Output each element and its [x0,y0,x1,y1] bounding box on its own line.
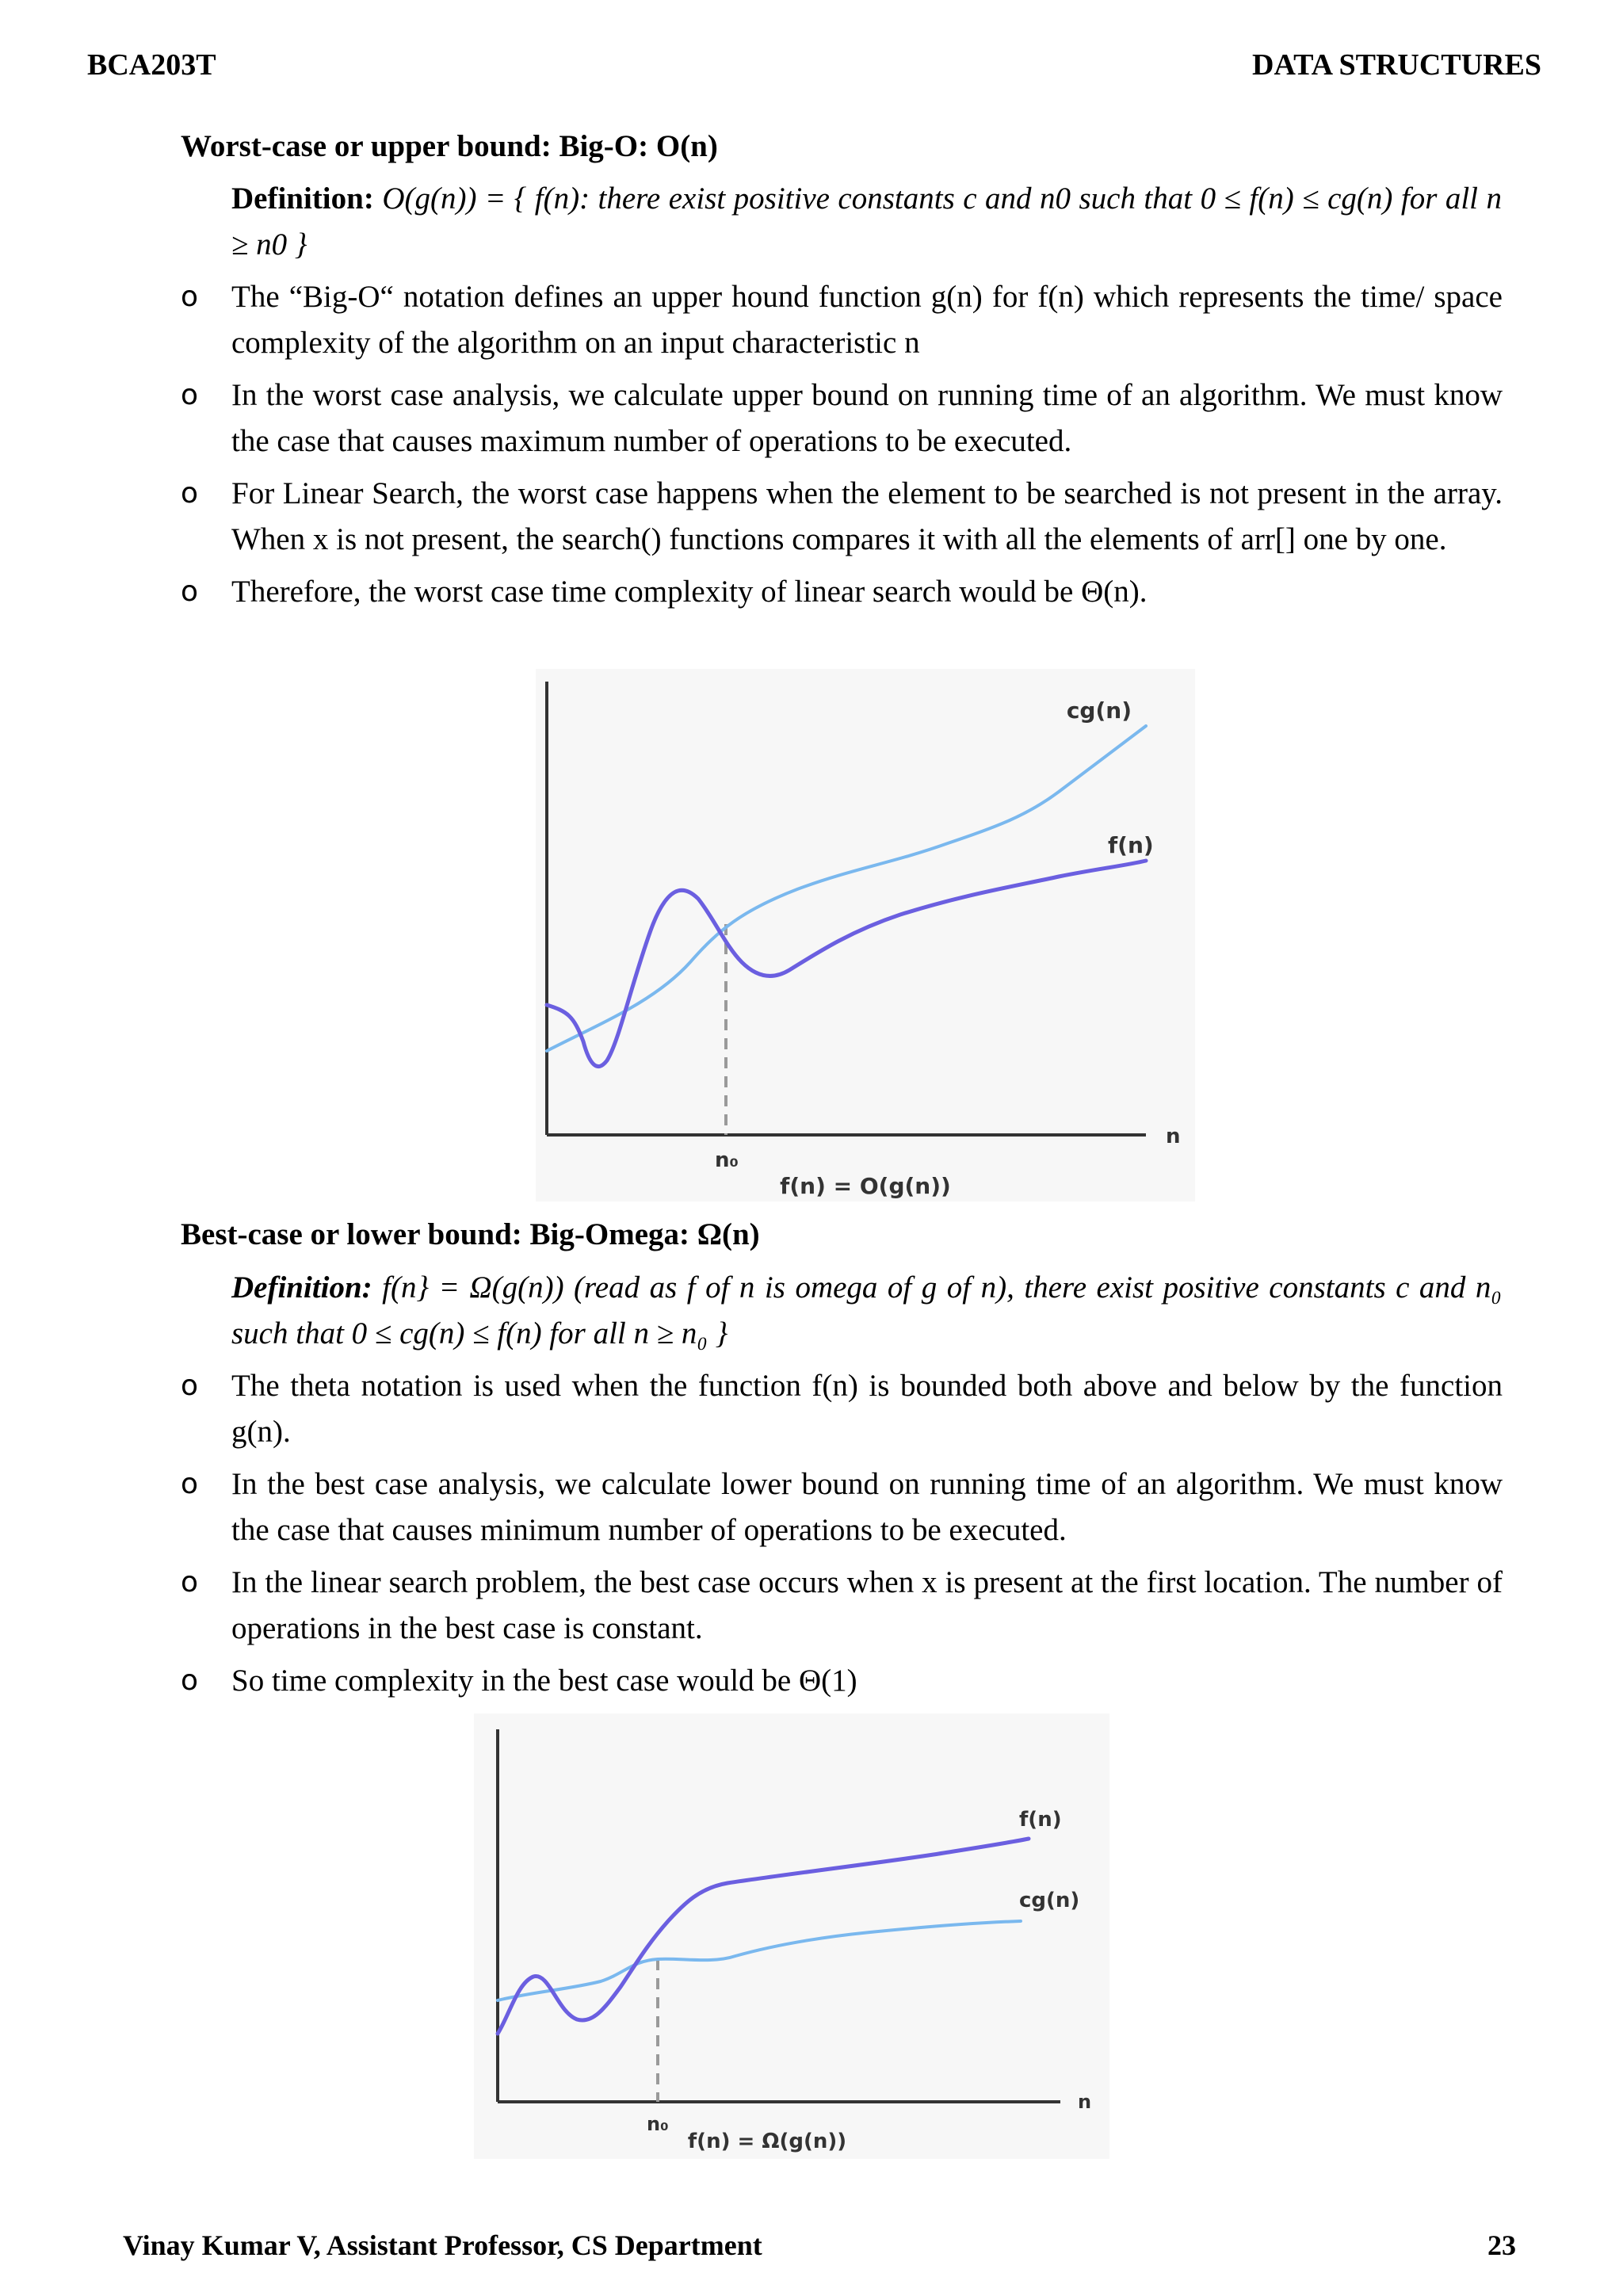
f-label: f(n) [1019,1808,1062,1832]
bigo-definition [231,176,1502,268]
n0-label: n₀ [715,1148,739,1172]
bullet-marker: o [181,281,199,313]
n-axis-label: n [1078,2091,1092,2113]
list-item-text: Therefore, the worst case time complexity of linear search would be Θ(n). [231,575,1148,609]
list-item-text: In the linear search problem, the best case occurs when x is present at the first location. The number of operations in the best case is constant. [231,1565,1503,1645]
f-curve [547,861,1146,1067]
list-item [179,274,1503,366]
omega-definition-label: Definition: [231,1270,372,1305]
footer-author: Vinay Kumar V, Assistant Professor, CS Department [123,2229,762,2261]
bigo-definition-text: O(g(n)) = { f(n): there exist positive constants c and n0 such that 0 ≤ f(n) ≤ cg(n) for all n ≥ n0 } [231,181,1502,262]
bullet-marker: o [181,575,199,608]
bullet-marker: o [181,379,199,411]
bigo-graph [536,669,1195,1201]
cg-label: cg(n) [1066,697,1132,724]
bigo-figure [536,669,1195,1201]
bigo-heading: Worst-case or upper bound: Big-O: O(n) [181,129,718,163]
cg-curve [547,726,1146,1051]
omega-graph [474,1713,1109,2159]
bullet-marker: o [181,1664,199,1697]
list-item [179,1560,1503,1652]
list-item-text: The “Big-O“ notation defines an upper hound function g(n) for f(n) which represents the time/ space complexity of the algorithm on an input characteristic n [231,280,1503,360]
bullet-marker: o [181,477,199,510]
omega-bullet-list [179,1363,1503,1710]
cg-label: cg(n) [1019,1889,1080,1912]
bullet-marker: o [181,1468,199,1500]
omega-definition [231,1265,1502,1357]
f-label: f(n) [1108,832,1154,858]
list-item-text: The theta notation is used when the function f(n) is bounded both above and below by the function g(n). [231,1369,1503,1449]
bigo-definition-label: Definition: [231,181,374,216]
omega-figure [474,1713,1109,2159]
f-curve [498,1839,1029,2034]
list-item-text: For Linear Search, the worst case happens when the element to be searched is not present in the array. When x is not present, the search() functions compares it with all the elements of arr[] one by one. [231,476,1503,556]
bullet-marker: o [181,1566,199,1599]
list-item [179,1658,1503,1704]
bigo-bullet-list [179,274,1503,621]
list-item-text: So time complexity in the best case would be Θ(1) [231,1664,857,1698]
figure-caption: f(n) = O(g(n)) [780,1173,951,1199]
n0-label: n₀ [647,2113,669,2135]
bullet-marker: o [181,1370,199,1402]
list-item [179,471,1503,563]
omega-definition-text: f(n} = Ω(g(n)) (read as f of n is omega of g of n), there exist positive constants c and n₀ such that 0 ≤ cg(n) ≤ f(n) for all n ≥ n₀ } [231,1270,1502,1350]
n-axis-label: n [1166,1125,1181,1148]
list-item [179,1363,1503,1455]
list-item [179,569,1503,615]
subject-title: DATA STRUCTURES [1252,48,1541,82]
figure-caption: f(n) = Ω(g(n)) [687,2130,847,2153]
omega-heading: Best-case or lower bound: Big-Omega: Ω(n) [181,1217,760,1251]
list-item-text: In the best case analysis, we calculate lower bound on running time of an algorithm. We must know the case that causes minimum number of operations to be executed. [231,1467,1503,1547]
list-item-text: In the worst case analysis, we calculate upper bound on running time of an algorithm. We must know the case that causes maximum number of operations to be executed. [231,378,1503,458]
course-code: BCA203T [87,48,216,82]
cg-curve [498,1921,1021,2000]
list-item [179,1461,1503,1553]
list-item [179,372,1503,464]
page-number: 23 [1487,2229,1516,2261]
